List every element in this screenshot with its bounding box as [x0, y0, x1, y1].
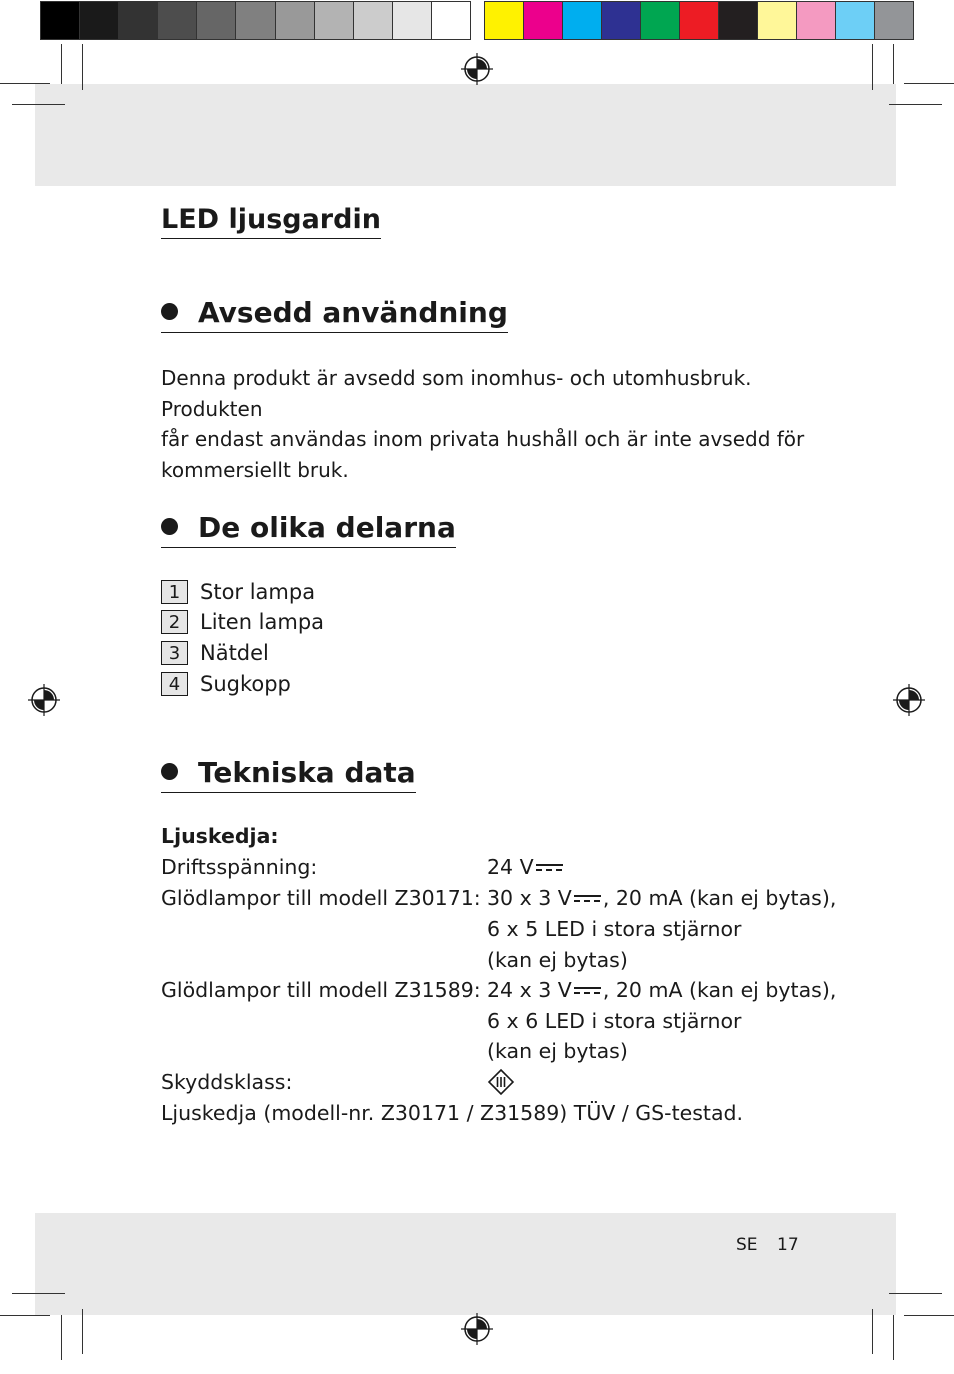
text-line: får endast användas inom privata hushåll och är inte avsedd för: [161, 427, 805, 451]
crop-mark: [61, 1315, 62, 1360]
crop-mark: [12, 104, 65, 105]
registration-mark-icon: [892, 683, 926, 717]
crop-mark: [0, 1315, 50, 1316]
direct-current-icon: [536, 863, 563, 873]
part-number: 4: [161, 672, 188, 696]
page-number: 17: [777, 1235, 799, 1255]
crop-mark: [889, 104, 942, 105]
grayscale-bar: [40, 1, 471, 40]
crop-mark: [904, 1315, 954, 1316]
section-heading-parts: [161, 511, 456, 548]
z31589-current: , 20 mA (kan ej bytas),: [602, 978, 837, 1002]
parts-list-item: [161, 609, 324, 635]
heading-text: De olika delarna: [198, 511, 456, 544]
section-heading-intended-use: [161, 296, 508, 333]
voltage-label: Driftsspänning:: [161, 855, 318, 879]
bullet-icon: [161, 303, 178, 320]
crop-mark: [904, 83, 954, 84]
color-swatch: [719, 2, 758, 39]
footer-language: SE: [736, 1235, 758, 1255]
part-number: 1: [161, 580, 188, 604]
color-bar: [484, 1, 914, 40]
color-swatch: [485, 2, 524, 39]
crop-mark: [872, 44, 873, 90]
color-swatch: [432, 2, 470, 39]
color-swatch: [680, 2, 719, 39]
color-swatch: [758, 2, 797, 39]
registration-mark-icon: [27, 683, 61, 717]
z31589-value-line1: [487, 975, 836, 1005]
crop-mark: [893, 1315, 894, 1360]
crop-mark: [0, 83, 50, 84]
crop-mark: [872, 1309, 873, 1354]
bullet-icon: [161, 518, 178, 535]
color-swatch: [315, 2, 354, 39]
part-label: Liten lampa: [200, 610, 325, 634]
part-number: 2: [161, 610, 188, 634]
color-swatch: [836, 2, 875, 39]
part-label: Sugkopp: [200, 672, 291, 696]
parts-list-item: [161, 640, 269, 666]
color-swatch: [354, 2, 393, 39]
parts-list-item: [161, 579, 315, 605]
color-swatch: [80, 2, 119, 39]
color-swatch: [641, 2, 680, 39]
text-line: Denna produkt är avsedd som inomhus- och utomhusbruk. Produkten: [161, 366, 752, 421]
color-swatch: [197, 2, 236, 39]
crop-mark: [893, 44, 894, 84]
z30171-voltage: 30 x 3 V: [487, 886, 572, 910]
z31589-voltage: 24 x 3 V: [487, 978, 572, 1002]
heading-text: Tekniska data: [198, 756, 416, 789]
color-swatch: [41, 2, 80, 39]
z31589-value-line2: 6 x 6 LED i stora stjärnor: [487, 1009, 742, 1033]
direct-current-icon: [574, 894, 601, 904]
registration-mark-icon: [460, 1312, 494, 1346]
section-heading-tech: [161, 756, 416, 793]
header-band: [35, 84, 896, 186]
crop-mark: [12, 1293, 65, 1294]
color-swatch: [797, 2, 836, 39]
crop-mark: [889, 1293, 942, 1294]
heading-text: Avsedd användning: [198, 296, 508, 329]
color-swatch: [393, 2, 432, 39]
color-swatch: [158, 2, 197, 39]
part-number: 3: [161, 641, 188, 665]
color-swatch: [563, 2, 602, 39]
crop-mark: [82, 44, 83, 90]
color-swatch: [276, 2, 315, 39]
direct-current-icon: [574, 986, 601, 996]
certification-text: Ljuskedja (modell-nr. Z30171 / Z31589) TÜV / GS-testad.: [161, 1101, 744, 1125]
color-swatch: [119, 2, 158, 39]
protection-class-iii-icon: [487, 1068, 515, 1096]
z30171-current: , 20 mA (kan ej bytas),: [602, 886, 837, 910]
footer-band: [35, 1213, 896, 1315]
tech-subheading: Ljuskedja:: [161, 824, 279, 848]
page-title: LED ljusgardin: [161, 204, 381, 239]
registration-mark-icon: [460, 52, 494, 86]
z30171-value-line2: 6 x 5 LED i stora stjärnor: [487, 917, 742, 941]
parts-list-item: [161, 671, 291, 697]
z30171-value-line1: [487, 883, 836, 913]
color-swatch: [602, 2, 641, 39]
color-swatch: [524, 2, 563, 39]
z30171-label: Glödlampor till modell Z30171:: [161, 886, 481, 910]
z31589-label: Glödlampor till modell Z31589:: [161, 978, 481, 1002]
crop-mark: [82, 1309, 83, 1354]
voltage-text: 24 V: [487, 855, 534, 879]
z30171-value-line3: (kan ej bytas): [487, 948, 628, 972]
z31589-value-line3: (kan ej bytas): [487, 1039, 628, 1063]
color-swatch: [875, 2, 913, 39]
color-swatch: [236, 2, 275, 39]
part-label: Nätdel: [200, 641, 269, 665]
voltage-value: [487, 852, 565, 882]
text-line: kommersiellt bruk.: [161, 457, 349, 482]
crop-mark: [61, 44, 62, 84]
protection-label: Skyddsklass:: [161, 1070, 293, 1094]
bullet-icon: [161, 763, 178, 780]
intended-use-text: [161, 363, 821, 485]
part-label: Stor lampa: [200, 580, 316, 604]
